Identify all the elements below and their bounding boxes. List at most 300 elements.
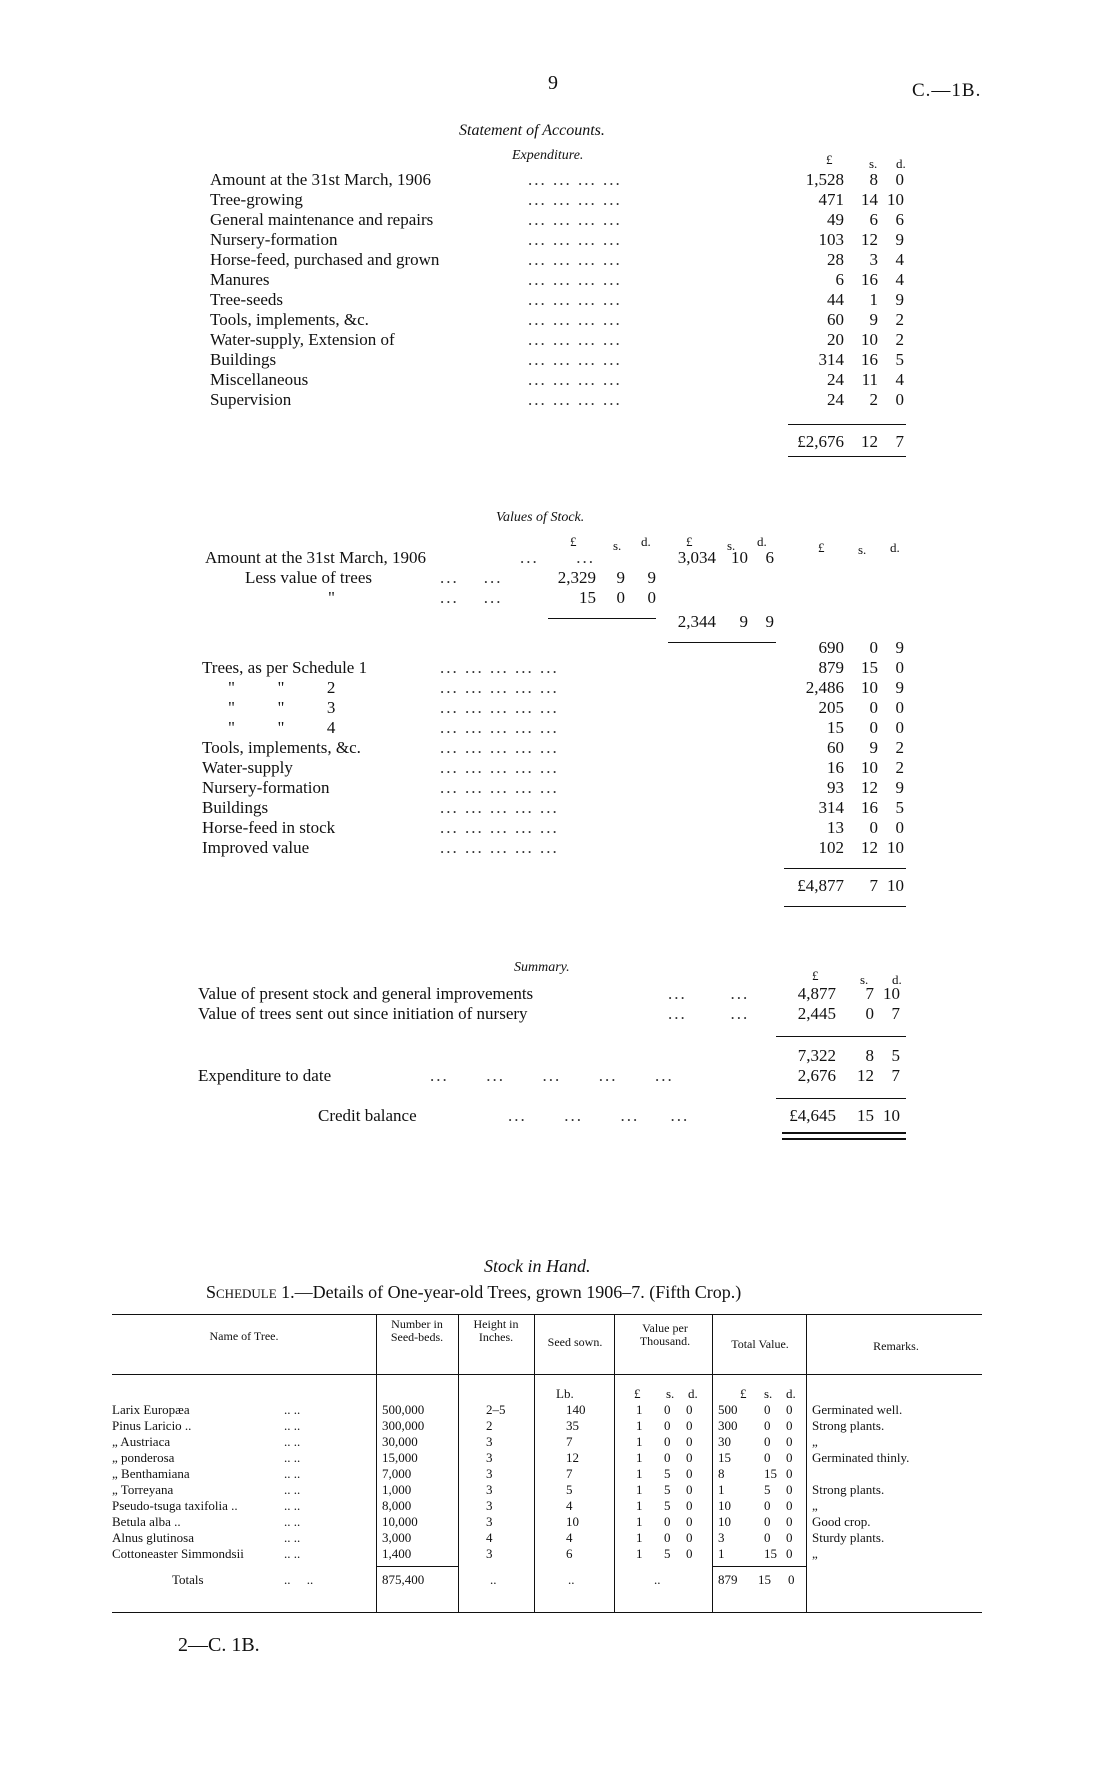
expenditure-pounds: 6 xyxy=(835,270,844,289)
stock-pounds: 13 xyxy=(827,818,844,837)
schedule-row xyxy=(0,1466,1114,1482)
value-pounds: 1 xyxy=(636,1482,643,1497)
value-pence: 0 xyxy=(686,1418,693,1433)
summary-pound-header: £ xyxy=(812,968,819,983)
stock-shillings: 10 xyxy=(861,678,878,697)
leader-dots: ... ... ... ... ... xyxy=(440,758,559,777)
expenditure-label: Miscellaneous xyxy=(210,370,309,389)
stock-pence: 9 xyxy=(895,678,904,697)
tree-height: 3 xyxy=(486,1466,493,1481)
tree-number: 8,000 xyxy=(382,1498,412,1513)
stock-net-shillings: 9 xyxy=(739,612,748,631)
schedule-header-rule xyxy=(112,1374,982,1375)
schedule-top-rule xyxy=(112,1314,982,1315)
summary-row-3-label: Expenditure to date xyxy=(198,1066,332,1085)
stock-less-shillings: 9 xyxy=(616,568,625,587)
leader-dots: ... ... ... ... ... xyxy=(440,838,559,857)
tree-number: 7,000 xyxy=(382,1466,412,1481)
expenditure-shillings: 12 xyxy=(861,230,878,249)
stock-row xyxy=(0,698,1114,718)
schedule-row xyxy=(0,1434,1114,1450)
leader-dots: .. .. xyxy=(284,1482,301,1497)
stock-ditto-pence: 0 xyxy=(647,588,656,607)
expenditure-pounds: 103 xyxy=(818,230,844,249)
schedule-row xyxy=(0,1498,1114,1514)
expenditure-row xyxy=(0,310,1114,330)
stock-net-pence: 9 xyxy=(765,612,774,631)
page-number: 9 xyxy=(548,72,558,94)
leader-dots: ... ... xyxy=(668,984,750,1003)
col-header-remarks: Remarks. xyxy=(873,1339,919,1353)
stock-ditto-row xyxy=(0,588,1114,608)
summary-pence-header: d. xyxy=(892,972,902,987)
stock-shillings: 9 xyxy=(869,738,878,757)
stock-shillings: 12 xyxy=(861,838,878,857)
stock-c-shilling: s. xyxy=(858,542,867,557)
tree-seed: 4 xyxy=(566,1498,573,1513)
value-pence-header: d. xyxy=(688,1386,698,1401)
expenditure-pounds: 20 xyxy=(827,330,844,349)
stock-row xyxy=(0,758,1114,778)
summary-row-1-pounds: 4,877 xyxy=(797,984,836,1003)
stock-label: Improved value xyxy=(202,838,310,857)
total-pounds: 500 xyxy=(718,1402,738,1417)
expenditure-label: Tree-growing xyxy=(210,190,303,209)
leader-dots: ... ... ... ... ... xyxy=(440,698,559,717)
total-shillings: 0 xyxy=(764,1450,771,1465)
stock-row xyxy=(0,778,1114,798)
tree-seed: 12 xyxy=(566,1450,579,1465)
totals-row xyxy=(0,1572,1114,1590)
total-pounds: 3 xyxy=(718,1530,725,1545)
total-shillings: 0 xyxy=(764,1530,771,1545)
leader-dots: ... ... xyxy=(668,1004,750,1023)
expenditure-pence: 0 xyxy=(895,170,904,189)
expenditure-shillings: 3 xyxy=(869,250,878,269)
accounts-title: Statement of Accounts. xyxy=(459,122,605,139)
expenditure-pounds: 60 xyxy=(827,310,844,329)
accounts-total-rule xyxy=(788,424,906,425)
tree-remarks: Germinated thinly. xyxy=(812,1450,910,1465)
value-pence: 0 xyxy=(686,1514,693,1529)
leader-dots: ... ... ... ... xyxy=(528,170,622,189)
leader-dots: ... ... ... ... ... xyxy=(440,778,559,797)
summary-row-1-shillings: 7 xyxy=(865,984,874,1003)
stock-pence: 0 xyxy=(895,718,904,737)
stock-balance-pence: 9 xyxy=(895,638,904,657)
expenditure-row xyxy=(0,230,1114,250)
stock-pounds: 102 xyxy=(818,838,844,857)
leader-dots: ... ... ... ... ... xyxy=(440,818,559,837)
value-pence: 0 xyxy=(686,1450,693,1465)
summary-double-rule-1 xyxy=(782,1132,906,1134)
leader-dots: ... ... ... ... ... xyxy=(440,798,559,817)
expenditure-shillings: 1 xyxy=(869,290,878,309)
totals-shillings: 15 xyxy=(758,1572,771,1587)
expenditure-label: Amount at the 31st March, 1906 xyxy=(210,170,431,189)
total-shillings: 15 xyxy=(764,1546,777,1561)
leader-dots: ... ... ... ... xyxy=(528,250,622,269)
value-pence: 0 xyxy=(686,1546,693,1561)
stock-amount-pence: 6 xyxy=(765,548,774,567)
stock-pence: 5 xyxy=(895,798,904,817)
stock-pounds: 60 xyxy=(827,738,844,757)
leader-dots: ... ... xyxy=(440,568,503,587)
stock-total-underline xyxy=(784,906,906,907)
total-pence: 0 xyxy=(786,1482,793,1497)
stock-label: " " 2 xyxy=(228,678,336,697)
leader-dots: ... ... ... ... ... xyxy=(440,678,559,697)
stock-b-pound: £ xyxy=(686,534,693,549)
leader-dots: ... ... ... ... xyxy=(528,330,622,349)
leader-dots: ... ... ... ... xyxy=(508,1106,690,1125)
expenditure-pounds: 24 xyxy=(827,390,844,409)
leader-dots: ... ... ... ... ... xyxy=(440,658,559,677)
tree-name: Larix Europæa xyxy=(112,1402,190,1417)
totals-value-rule xyxy=(712,1566,806,1567)
value-pounds: 1 xyxy=(636,1418,643,1433)
tree-seed: 7 xyxy=(566,1466,573,1481)
total-pound-header: £ xyxy=(740,1386,747,1401)
expenditure-pence: 2 xyxy=(895,330,904,349)
value-pounds: 1 xyxy=(636,1402,643,1417)
tree-remarks: Germinated well. xyxy=(812,1402,903,1417)
value-shillings: 0 xyxy=(664,1402,671,1417)
tree-name: Pinus Laricio .. xyxy=(112,1418,192,1433)
value-shillings: 0 xyxy=(664,1514,671,1529)
expenditure-label: Water-supply, Extension of xyxy=(210,330,395,349)
summary-subtotal-shillings: 8 xyxy=(865,1046,874,1065)
tree-height: 3 xyxy=(486,1482,493,1497)
schedule-row xyxy=(0,1402,1114,1418)
tree-name: „ ponderosa xyxy=(112,1450,175,1465)
leader-dots: .. .. xyxy=(284,1546,301,1561)
total-pounds: 1 xyxy=(718,1546,725,1561)
expenditure-row xyxy=(0,270,1114,290)
stock-row xyxy=(0,838,1114,858)
tree-name: Alnus glutinosa xyxy=(112,1530,194,1545)
totals-label: Totals xyxy=(172,1572,204,1587)
tree-name: „ Austriaca xyxy=(112,1434,171,1449)
expenditure-label: Buildings xyxy=(210,350,277,369)
stock-total-rule xyxy=(784,868,906,869)
tree-height: 3 xyxy=(486,1546,493,1561)
stock-pence: 0 xyxy=(895,818,904,837)
value-shillings: 5 xyxy=(664,1546,671,1561)
tree-name: Pseudo-tsuga taxifolia .. xyxy=(112,1498,238,1513)
expenditure-shillings: 6 xyxy=(869,210,878,229)
stock-ditto-label: " xyxy=(328,588,335,607)
tree-name: Betula alba .. xyxy=(112,1514,181,1529)
stock-net-pounds: 2,344 xyxy=(677,612,716,631)
stock-shillings: 0 xyxy=(869,698,878,717)
summary-row-4-shillings: 15 xyxy=(857,1106,874,1125)
tree-number: 500,000 xyxy=(382,1402,425,1417)
tree-number: 1,000 xyxy=(382,1482,412,1497)
stock-row xyxy=(0,738,1114,758)
stock-net-row xyxy=(0,612,1114,632)
expenditure-label: General maintenance and repairs xyxy=(210,210,434,229)
stock-total-shillings: 7 xyxy=(869,876,878,895)
value-pence: 0 xyxy=(686,1498,693,1513)
total-shillings: 5 xyxy=(764,1482,771,1497)
value-pence: 0 xyxy=(686,1434,693,1449)
value-pence: 0 xyxy=(686,1466,693,1481)
accounts-total-pounds: £2,676 xyxy=(797,432,844,451)
stock-row xyxy=(0,818,1114,838)
stock-shillings: 10 xyxy=(861,758,878,777)
tree-remarks: Strong plants. xyxy=(812,1482,885,1497)
leader-dots: ... ... ... ... ... xyxy=(440,718,559,737)
value-shillings: 0 xyxy=(664,1450,671,1465)
leader-dots: ... ... ... ... ... xyxy=(440,738,559,757)
expenditure-shillings: 16 xyxy=(861,270,878,289)
tree-remarks: Sturdy plants. xyxy=(812,1530,885,1545)
totals-number-rule xyxy=(376,1566,458,1567)
value-pounds: 1 xyxy=(636,1514,643,1529)
expenditure-shillings: 16 xyxy=(861,350,878,369)
stock-pounds: 879 xyxy=(818,658,844,677)
schedule-caption xyxy=(206,1282,741,1303)
expenditure-pence: 5 xyxy=(895,350,904,369)
leader-dots: .. .. xyxy=(284,1450,301,1465)
stock-pounds: 15 xyxy=(827,718,844,737)
total-shillings: 15 xyxy=(764,1466,777,1481)
stock-shillings: 16 xyxy=(861,798,878,817)
expenditure-pounds: 44 xyxy=(827,290,844,309)
total-pounds: 15 xyxy=(718,1450,731,1465)
expenditure-pence: 9 xyxy=(895,230,904,249)
summary-shilling-header: s. xyxy=(860,972,869,987)
stock-ditto-shillings: 0 xyxy=(616,588,625,607)
expenditure-pence: 4 xyxy=(895,250,904,269)
col-header-value: Value per Thousand. xyxy=(639,1321,691,1348)
stock-total-pounds: £4,877 xyxy=(797,876,844,895)
tree-remarks: „ xyxy=(812,1498,818,1513)
accounts-total-pence: 7 xyxy=(895,432,904,451)
expenditure-label: Supervision xyxy=(210,390,292,409)
stock-less-pence: 9 xyxy=(647,568,656,587)
stock-total-pence: 10 xyxy=(887,876,904,895)
expenditure-pence: 10 xyxy=(887,190,904,209)
stock-less-row xyxy=(0,568,1114,588)
expenditure-pence: 0 xyxy=(895,390,904,409)
expenditure-row xyxy=(0,330,1114,350)
leader-dots: ... ... ... ... ... xyxy=(430,1066,674,1085)
summary-row-4-pounds: £4,645 xyxy=(789,1106,836,1125)
footer-signature: 2—C. 1B. xyxy=(178,1634,260,1656)
tree-height: 4 xyxy=(486,1530,493,1545)
total-pence: 0 xyxy=(786,1450,793,1465)
stock-total-row xyxy=(0,876,1114,896)
summary-row-4-pence: 10 xyxy=(883,1106,900,1125)
seed-unit-label: Lb. xyxy=(556,1386,574,1401)
expenditure-pounds: 49 xyxy=(827,210,844,229)
tree-seed: 7 xyxy=(566,1434,573,1449)
total-pence: 0 xyxy=(786,1402,793,1417)
expenditure-pence: 4 xyxy=(895,270,904,289)
expenditure-pounds: 1,528 xyxy=(805,170,844,189)
value-pounds: 1 xyxy=(636,1466,643,1481)
expenditure-row xyxy=(0,390,1114,410)
summary-row-3 xyxy=(0,1066,1114,1086)
expenditure-label: Horse-feed, purchased and grown xyxy=(210,250,440,269)
tree-remarks: „ xyxy=(812,1546,818,1561)
stock-pence: 2 xyxy=(895,758,904,777)
value-pounds: 1 xyxy=(636,1546,643,1561)
expenditure-pounds: 28 xyxy=(827,250,844,269)
stock-amount-row xyxy=(0,548,1114,568)
stock-balance-row xyxy=(0,638,1114,658)
summary-row-1 xyxy=(0,984,1114,1004)
value-shillings: 0 xyxy=(664,1530,671,1545)
stock-pence: 2 xyxy=(895,738,904,757)
stock-amount-pounds: 3,034 xyxy=(677,548,716,567)
col-header-number: Number in Seed-beds. xyxy=(390,1317,444,1344)
col-header-height: Height in Inches. xyxy=(473,1317,519,1344)
stock-pounds: 205 xyxy=(818,698,844,717)
summary-title: Summary. xyxy=(514,960,570,975)
total-pounds: 1 xyxy=(718,1482,725,1497)
stock-row xyxy=(0,798,1114,818)
stock-pounds: 16 xyxy=(827,758,844,777)
stock-label: Horse-feed in stock xyxy=(202,818,336,837)
total-pence: 0 xyxy=(786,1498,793,1513)
total-shillings: 0 xyxy=(764,1402,771,1417)
tree-remarks: Strong plants. xyxy=(812,1418,885,1433)
total-pounds: 300 xyxy=(718,1418,738,1433)
tree-seed: 5 xyxy=(566,1482,573,1497)
summary-row-2-label: Value of trees sent out since initiation of nursery xyxy=(198,1004,528,1023)
accounts-shilling-header: s. xyxy=(869,156,878,171)
expenditure-row xyxy=(0,290,1114,310)
schedule-heading: Stock in Hand. xyxy=(484,1256,591,1276)
stock-label: Water-supply xyxy=(202,758,293,777)
summary-row-4 xyxy=(0,1106,1114,1126)
tree-height: 3 xyxy=(486,1434,493,1449)
tree-name: Cottoneaster Simmondsii xyxy=(112,1546,244,1561)
total-shillings: 0 xyxy=(764,1514,771,1529)
stock-row xyxy=(0,718,1114,738)
stock-pence: 9 xyxy=(895,778,904,797)
stock-pence: 0 xyxy=(895,698,904,717)
schedule-row xyxy=(0,1418,1114,1434)
schedule-row xyxy=(0,1546,1114,1562)
stock-shillings: 12 xyxy=(861,778,878,797)
total-shilling-header: s. xyxy=(764,1386,773,1401)
summary-row-3-shillings: 12 xyxy=(857,1066,874,1085)
accounts-total-shillings: 12 xyxy=(861,432,878,451)
tree-number: 30,000 xyxy=(382,1434,418,1449)
expenditure-shillings: 14 xyxy=(861,190,878,209)
total-pence: 0 xyxy=(786,1434,793,1449)
stock-c-pence: d. xyxy=(890,540,900,555)
expenditure-row xyxy=(0,170,1114,190)
tree-number: 300,000 xyxy=(382,1418,425,1433)
leader-dots: ... ... xyxy=(440,588,503,607)
summary-row-1-label: Value of present stock and general improvements xyxy=(198,984,534,1003)
accounts-total-underline xyxy=(788,456,906,457)
expenditure-label: Tree-seeds xyxy=(210,290,284,309)
expenditure-pence: 9 xyxy=(895,290,904,309)
leader-dots: ... ... ... ... xyxy=(528,190,622,209)
total-pence: 0 xyxy=(786,1530,793,1545)
stock-title: Values of Stock. xyxy=(496,510,585,525)
leader-dots: ... ... ... ... xyxy=(528,210,622,229)
stock-balance-pounds: 690 xyxy=(818,638,844,657)
leader-dots: .. .. xyxy=(284,1466,301,1481)
leader-dots: ... ... ... ... xyxy=(528,230,622,249)
expenditure-pounds: 24 xyxy=(827,370,844,389)
summary-subtotal-row xyxy=(0,1046,1114,1066)
summary-subtotal-rule xyxy=(776,1036,906,1037)
tree-name: „ Benthamiana xyxy=(112,1466,190,1481)
summary-row-2-pence: 7 xyxy=(891,1004,900,1023)
tree-remarks: Good crop. xyxy=(812,1514,871,1529)
value-pence: 0 xyxy=(686,1402,693,1417)
expenditure-shillings: 9 xyxy=(869,310,878,329)
leader-dots: .. .. xyxy=(284,1434,301,1449)
expenditure-shillings: 11 xyxy=(861,370,878,389)
stock-a-pence: d. xyxy=(641,534,651,549)
stock-b-pence: d. xyxy=(757,534,767,549)
stock-pounds: 93 xyxy=(827,778,844,797)
summary-subtotal-pounds: 7,322 xyxy=(797,1046,836,1065)
schedule-row xyxy=(0,1482,1114,1498)
total-shillings: 0 xyxy=(764,1434,771,1449)
value-shillings: 5 xyxy=(664,1466,671,1481)
tree-height: 2–5 xyxy=(486,1402,506,1417)
expenditure-pence: 2 xyxy=(895,310,904,329)
value-shilling-header: s. xyxy=(666,1386,675,1401)
expenditure-shillings: 10 xyxy=(861,330,878,349)
stock-pounds: 2,486 xyxy=(805,678,844,697)
leader-dots: .. xyxy=(568,1572,575,1587)
tree-seed: 4 xyxy=(566,1530,573,1545)
total-pence: 0 xyxy=(786,1546,793,1561)
value-shillings: 5 xyxy=(664,1498,671,1513)
summary-row-3-pence: 7 xyxy=(891,1066,900,1085)
leader-dots: ... ... ... ... xyxy=(528,370,622,389)
stock-pounds: 314 xyxy=(818,798,844,817)
tree-height: 2 xyxy=(486,1418,493,1433)
expenditure-pounds: 471 xyxy=(818,190,844,209)
leader-dots: ... ... ... ... xyxy=(528,270,622,289)
tree-height: 3 xyxy=(486,1498,493,1513)
accounts-total-row xyxy=(0,432,1114,452)
leader-dots: .. xyxy=(654,1572,661,1587)
value-pounds: 1 xyxy=(636,1530,643,1545)
tree-number: 10,000 xyxy=(382,1514,418,1529)
schedule-row xyxy=(0,1450,1114,1466)
expenditure-row xyxy=(0,350,1114,370)
totals-pence: 0 xyxy=(788,1572,795,1587)
summary-double-rule-2 xyxy=(782,1138,906,1140)
stock-label: Buildings xyxy=(202,798,269,817)
stock-b-shilling: s. xyxy=(727,538,736,553)
value-pounds: 1 xyxy=(636,1498,643,1513)
stock-ditto-pounds: 15 xyxy=(579,588,596,607)
accounts-pound-header: £ xyxy=(826,152,833,167)
stock-balance-shillings: 0 xyxy=(869,638,878,657)
tree-seed: 6 xyxy=(566,1546,573,1561)
stock-a-shilling: s. xyxy=(613,538,622,553)
leader-dots: .. .. xyxy=(284,1514,301,1529)
total-pounds: 10 xyxy=(718,1498,731,1513)
stock-shillings: 15 xyxy=(861,658,878,677)
stock-pence: 0 xyxy=(895,658,904,677)
stock-label: " " 4 xyxy=(228,718,336,737)
